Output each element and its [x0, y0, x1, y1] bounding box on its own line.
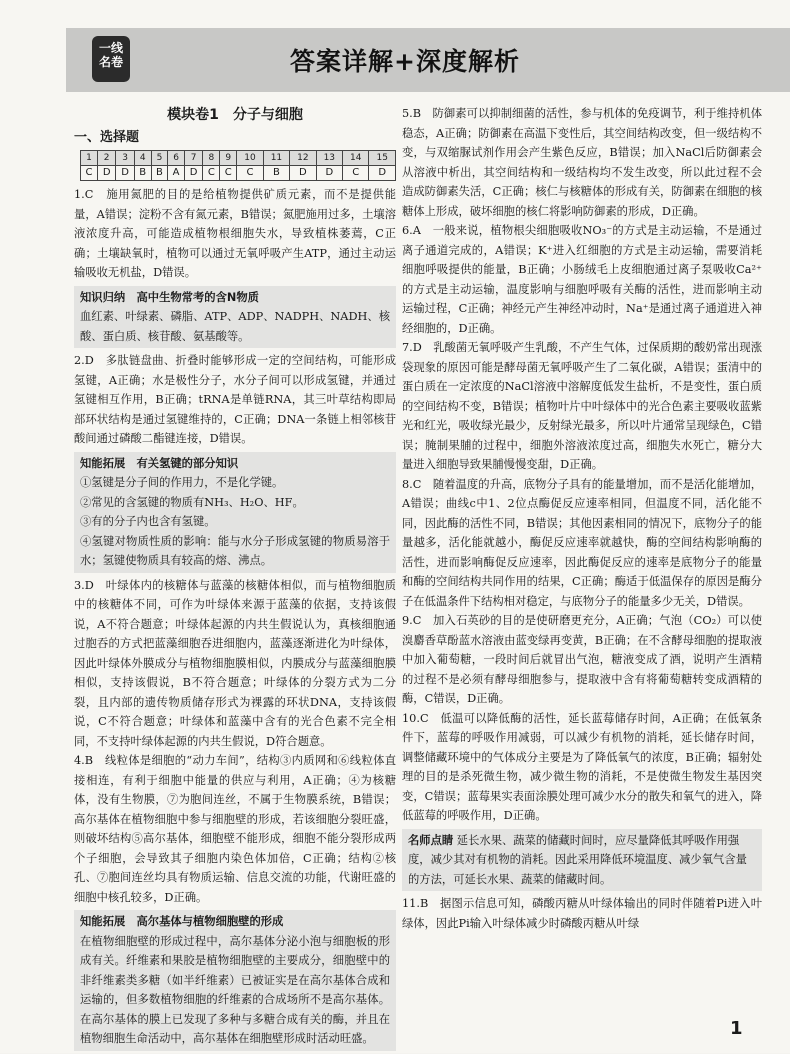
answer-number: 4 — [134, 151, 151, 166]
answer-number: 13 — [316, 151, 342, 166]
teacher-tip-box — [402, 829, 762, 892]
right-column — [402, 104, 762, 933]
answer-letter: C — [220, 166, 237, 181]
knowledge-box-2-item: ①氢键是分子间的作用力，不是化学键。 — [80, 476, 284, 489]
answer-number: 8 — [203, 151, 220, 166]
answer-number: 9 — [220, 151, 237, 166]
answer-number: 10 — [237, 151, 263, 166]
answer-q11: 11.B 据图示信息可知，磷酸丙糖从叶绿体输出的同时伴随着Pi进入叶绿体，因此Pi输入叶绿体减少时磷酸丙糖从叶绿 — [402, 897, 762, 930]
teacher-tip-title: 名师点睛 — [408, 833, 454, 847]
answer-number: 14 — [343, 151, 369, 166]
answer-q3: 3.D 叶绿体内的核糖体与蓝藻的核糖体相似，而与植物细胞质中的核糖体不同，可作为叶绿体来源于蓝藻的依据，支持该假说，A不符合题意；叶绿体起源的内共生假说认为，真核细胞通过胞吞的方式把蓝藻细胞吞进细胞内，蓝藻逐渐进化为叶绿体，因此叶绿体外膜成分与植物细胞膜相似，内膜成分与蓝藻细胞膜相似，支持该假说，B不符合题意；叶绿体的分裂方式为二分裂，且内部的遗传物质储存形式为裸露的环状DNA，支持该假说，C不符合题意；叶绿体和蓝藻中含有的光合色素不完全相同，不支持叶绿体起源的内共生假说，D符合题意。 — [74, 578, 396, 748]
knowledge-box-1-title: 知识归纳 高中生物常考的含N物质 — [80, 290, 259, 304]
module-title: 模块卷1 分子与细胞 — [167, 107, 303, 123]
answer-letter: D — [369, 166, 396, 181]
answer-number: 5 — [151, 151, 168, 166]
answer-q10: 10.C 低温可以降低酶的活性，延长蓝莓储存时间，A正确；在低氧条件下，蓝莓的呼吸作用减弱，可以减少有机物的消耗，延长储存时间，调整储藏环境中的气体成分主要是为了降低氧气的浓度，B正确；辐射处理的目的是杀死微生物，减少微生物的消耗，不是使微生物发生基因突变，C错误；蓝莓果实表面涂膜处理可减少水分的散失和氧气的进入，降低蓝莓的呼吸作用，D正确。 — [402, 711, 762, 822]
answer-letter: B — [263, 166, 289, 181]
answer-q9: 9.C 加入石英砂的目的是使研磨更充分，A正确；气泡（CO₂）可以使溴麝香草酚蓝水溶液由蓝变绿再变黄，B正确；在不含酵母细胞的提取液中加入葡萄糖，一段时间后就冒出气泡，糖液变成了酒，说明产生酒精的过程不是必须有酵母细胞参与，提取液中含有将葡萄糖转变成酒精的酶，C错误，D正确。 — [402, 614, 762, 705]
answer-q6: 6.A 一般来说，植物根尖细胞吸收NO₃⁻的方式是主动运输，不是通过离子通道完成的，A错误；K⁺进入红细胞的方式是主动运输，需要消耗细胞呼吸提供的能量，B正确；小肠绒毛上皮细胞通过离子泵吸收Ca²⁺的方式是主动运输，温度影响与细胞呼吸有关酶的活性，进而影响主动运输过程，C正确；神经元产生神经冲动时，Na⁺是通过离子通道进入神经细胞的，D正确。 — [402, 224, 762, 335]
answer-q1: 1.C 施用氮肥的目的是给植物提供矿质元素，而不是提供能量，A错误；淀粉不含有氮元素，B错误；氮肥施用过多，土壤溶液浓度升高，可能造成植物根细胞失水，导致植株萎蔫，C正确；土壤缺氧时，植物可以通过无氧呼吸产生ATP，通过主动运输吸收无机盐，D错误。 — [74, 188, 396, 279]
knowledge-box-3-text: 在植物细胞壁的形成过程中，高尔基体分泌小泡与细胞板的形成有关。纤维素和果胶是植物细胞壁的主要成分，细胞壁中的非纤维素类多糖（如半纤维素）已被证实是在高尔基体合成和运输的，但多数植物细胞的纤维素的合成场所不是高尔基体。在高尔基体的膜上已发现了多种与多糖合成有关的酶，并且在植物细胞生命活动中，高尔基体在细胞壁形成时活动旺盛。 — [80, 934, 390, 1045]
answer-number: 12 — [290, 151, 316, 166]
knowledge-box-1-text: 血红素、叶绿素、磷脂、ATP、ADP、NADPH、NADH、核酸、蛋白质、核苷酸、氨基酸等。 — [80, 310, 390, 343]
knowledge-box-3 — [74, 910, 396, 1051]
answer-table — [80, 150, 396, 181]
answer-letter: D — [184, 166, 202, 181]
answer-number: 11 — [263, 151, 289, 166]
answer-letter: D — [290, 166, 316, 181]
answer-number-row — [81, 151, 396, 166]
answer-letter: D — [116, 166, 134, 181]
knowledge-box-1 — [74, 286, 396, 349]
answer-letter: C — [343, 166, 369, 181]
series-badge — [92, 36, 130, 82]
answer-q7: 7.D 乳酸菌无氧呼吸产生乳酸，不产生气体，过保质期的酸奶常出现涨袋现象的原因可能是酵母菌无氧呼吸产生了二氧化碳，A错误；蛋清中的蛋白质在一定浓度的NaCl溶液中溶解度低发生盐析，不是变性，蛋白质的空间结构不变，B错误；植物叶片中叶绿体中的光合色素主要吸收蓝紫光和红光，吸收绿光最少，反射绿光最多，所以叶片通常呈现绿色，C错误；腌制果脯的过程中，细胞外溶液浓度过高，细胞失水死亡，糖分大量进入细胞导致果脯慢慢变甜，D正确。 — [402, 341, 762, 471]
badge-line-2: 名卷 — [98, 55, 123, 69]
answer-letter: C — [203, 166, 220, 181]
left-column — [74, 104, 396, 1054]
section-title: 一、选择题 — [74, 130, 140, 145]
answer-number: 2 — [97, 151, 115, 166]
answer-number: 7 — [184, 151, 202, 166]
answer-letter: C — [237, 166, 263, 181]
answer-letter: C — [81, 166, 98, 181]
answer-number: 3 — [116, 151, 134, 166]
answer-q2: 2.D 多肽链盘曲、折叠时能够形成一定的空间结构，可能形成氢键，A正确；水是极性分子，水分子间可以形成氢键，并通过氢键相互作用，B正确；tRNA是单链RNA，其三叶草结构即局部环状结构是通过氢键维持的，C正确；DNA一条链上相邻核苷酸间通过磷酸二酯键连接，D错误。 — [74, 354, 396, 445]
knowledge-box-2-item: ③有的分子内也含有氢键。 — [80, 515, 216, 528]
answer-letter: B — [151, 166, 168, 181]
knowledge-box-3-title: 知能拓展 高尔基体与植物细胞壁的形成 — [80, 915, 284, 928]
answer-number: 15 — [369, 151, 396, 166]
answer-q4: 4.B 线粒体是细胞的“动力车间”，结构③内质网和⑥线粒体直接相连，有利于细胞中能量的供应与利用，A正确；④为核糖体，没有生物膜，⑦为胞间连丝，不属于生物膜系统，B错误；高尔基体在植物细胞中参与细胞壁的形成，若该细胞分裂旺盛，则破坏结构⑤高尔基体，细胞壁不能形成，细胞不能分裂形成两个子细胞，会导致其子细胞内染色体加倍，C正确；结构②核孔、⑦胞间连丝均具有物质运输、信息交流的功能，代谢旺盛的细胞中核孔较多，D正确。 — [74, 754, 396, 904]
answer-q8: 8.C 随着温度的升高，底物分子具有的能量增加，而不是活化能增加，A错误；曲线c中1、2位点酶促反应速率相同，但温度不同，活化能不同，因此酶的活性不同，B错误；其他因素相同的情况下，底物分子的能量越多，活化能就越小，酶促反应速率就越快，酶的空间结构影响酶的活性，进而影响酶促反应速率，因此酶促反应的速率是底物分子的能量和酶的空间结构共同作用的结果，C正确；酶适于低温保存的原因是酶分子在低温条件下结构相对稳定，与底物分子的能量多少无关，D错误。 — [402, 477, 762, 608]
answer-letter: D — [97, 166, 115, 181]
badge-line-1: 一线 — [98, 41, 123, 55]
answer-letter: B — [134, 166, 151, 181]
teacher-tip-text: 延长水果、蔬菜的储藏时间时，应尽量降低其呼吸作用强度，减少其对有机物的消耗。因此采用降低环境温度、减少氧气含量的方法，可延长水果、蔬菜的储藏时间。 — [408, 833, 747, 886]
knowledge-box-2-item: ②常见的含氢键的物质有NH₃、H₂O、HF。 — [80, 495, 304, 509]
answer-letter: A — [168, 166, 185, 181]
answer-q5: 5.B 防御素可以抑制细菌的活性，参与机体的免疫调节，利于维持机体稳态，A正确；防御素在高温下变性后，其空间结构改变，但一级结构不变，与双缩脲试剂作用会产生紫色反应，B错误；加入NaCl后防御素会从溶液中析出，其空间结构和一级结构均不发生改变，所以此过程不会造成防御素失活，C正确；核仁与核糖体的形成有关，防御素在细胞的核糖体上形成，破坏细胞的核仁将影响防御素的形成，D正确。 — [402, 107, 762, 218]
answer-letter-row — [81, 166, 396, 181]
answer-number: 6 — [168, 151, 185, 166]
answer-letter: D — [316, 166, 342, 181]
knowledge-box-2-item: ④氢键对物质性质的影响：能与水分子形成氢键的物质易溶于水；氢键使物质具有较高的熔、沸点。 — [80, 534, 390, 567]
page-number: 1 — [730, 1018, 743, 1039]
answer-number: 1 — [81, 151, 98, 166]
knowledge-box-2-title: 知能拓展 有关氢键的部分知识 — [80, 456, 239, 470]
knowledge-box-2 — [74, 452, 396, 573]
page-title: 答案详解+深度解析 — [290, 47, 520, 76]
